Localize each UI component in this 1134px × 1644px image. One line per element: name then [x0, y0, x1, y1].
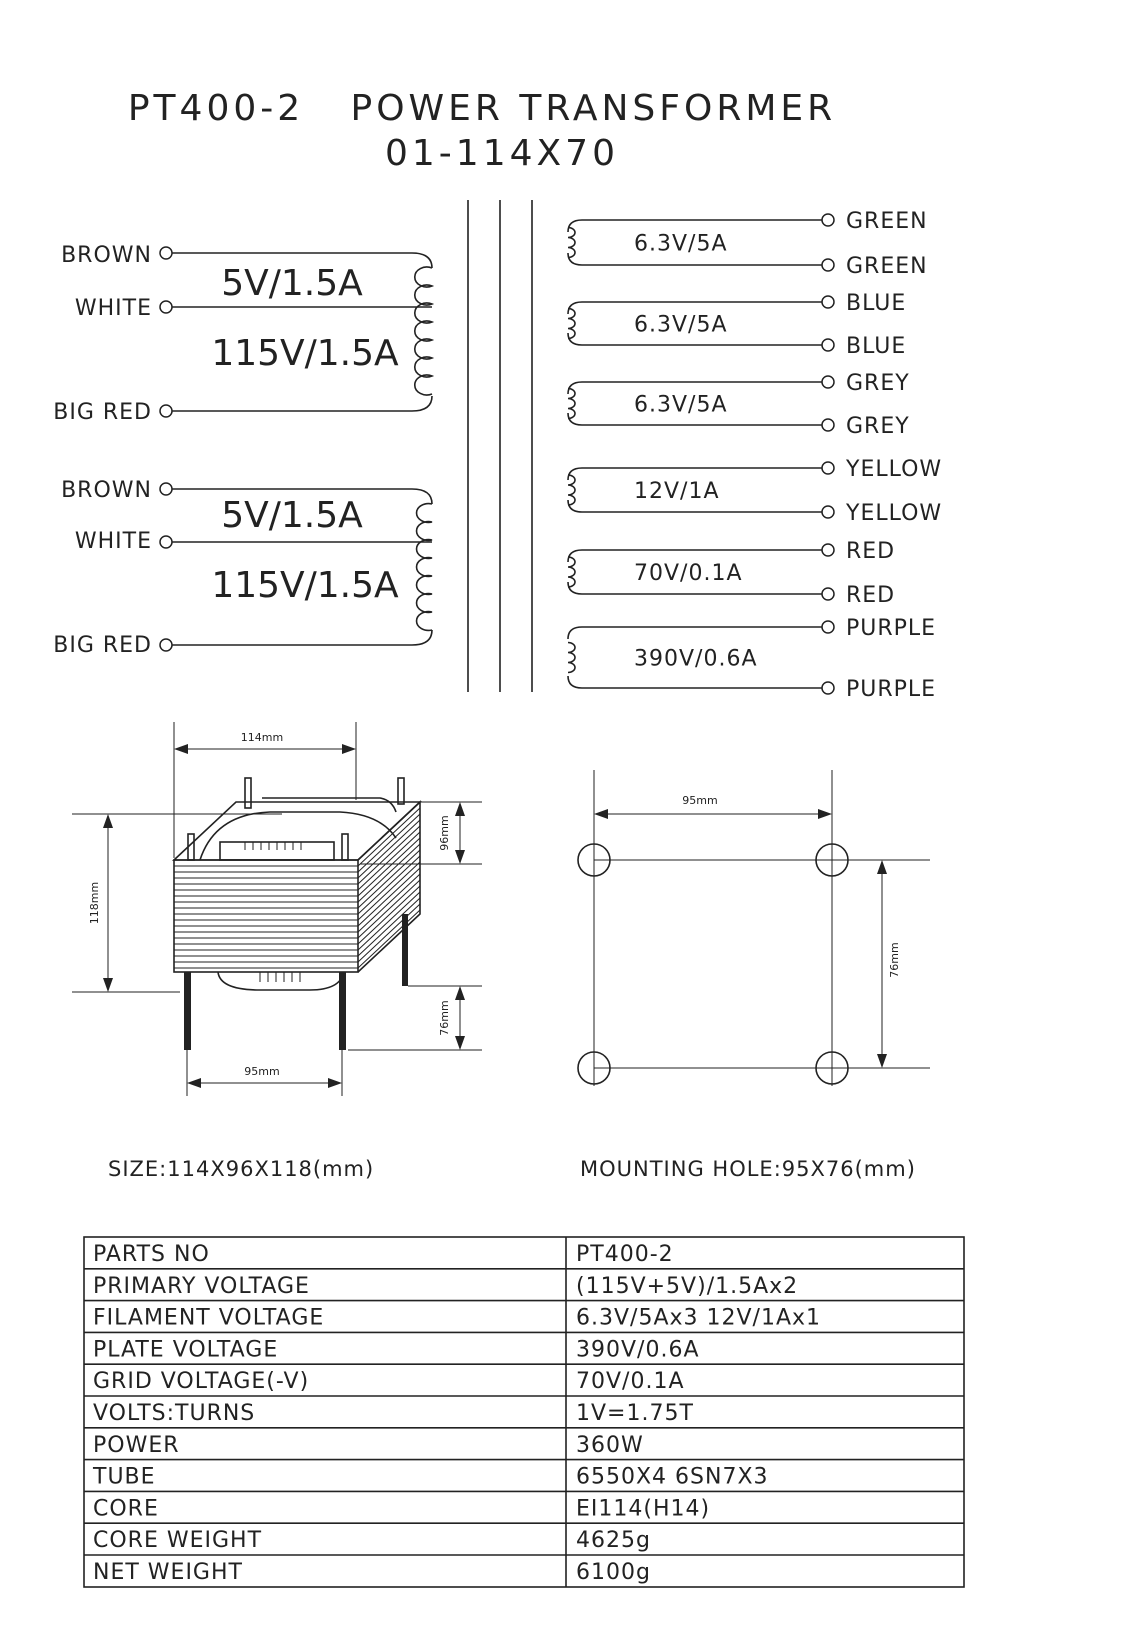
wire-label: BLUE [846, 291, 907, 316]
terminal-icon [160, 405, 172, 417]
wire-label: YELLOW [846, 457, 943, 482]
coil-icon [568, 475, 575, 505]
wire-label: RED [846, 583, 896, 608]
coil-icon [415, 267, 432, 395]
spec-value: 6550X4 6SN7X3 [576, 1464, 769, 1490]
coil-icon [568, 643, 575, 673]
dim-pin-spacing: 95mm [244, 1065, 280, 1078]
wire-label-white: WHITE [74, 529, 152, 554]
spec-label: NET WEIGHT [93, 1560, 243, 1585]
mounting-hole-view [578, 770, 930, 1086]
wire-label-white: WHITE [74, 296, 152, 321]
secondary-windings [568, 209, 942, 702]
rating-5v: 5V/1.5A [221, 263, 363, 304]
coil-icon [568, 309, 575, 339]
dim-height: 118mm [88, 881, 101, 925]
spec-table [84, 1237, 964, 1587]
rating-115v: 115V/1.5A [211, 565, 399, 606]
page-subtitle: 01-114X70 [385, 133, 619, 174]
terminal-icon [822, 376, 834, 388]
terminal-icon [822, 214, 834, 226]
primary-winding-2 [53, 478, 432, 658]
wire-label: RED [846, 539, 896, 564]
wire-label: GREY [846, 414, 910, 439]
spec-value: 70V/0.1A [576, 1369, 685, 1395]
wire-label-big-red: BIG RED [53, 400, 152, 425]
spec-label: PLATE VOLTAGE [93, 1337, 279, 1363]
terminal-icon [822, 339, 834, 351]
wire-label-brown: BROWN [61, 478, 152, 503]
wire-label-brown: BROWN [61, 243, 152, 268]
terminal-icon [822, 506, 834, 518]
terminal-icon [822, 296, 834, 308]
spec-value: EI114(H14) [576, 1496, 711, 1522]
spec-value: 360W [576, 1432, 644, 1458]
primary-winding-1 [53, 243, 432, 425]
spec-label: PARTS NO [93, 1242, 210, 1267]
coil-icon [568, 228, 575, 258]
terminal-icon [160, 483, 172, 495]
spec-value: 6100g [576, 1560, 651, 1585]
secondary-rating: 12V/1A [634, 479, 720, 504]
spec-label: CORE WEIGHT [93, 1528, 263, 1554]
terminal-icon [822, 259, 834, 271]
terminal-icon [160, 536, 172, 548]
wire-label: YELLOW [846, 501, 943, 526]
spec-label: VOLTS:TURNS [93, 1401, 256, 1426]
terminal-icon [822, 588, 834, 600]
secondary-rating: 6.3V/5A [634, 312, 728, 338]
wire-label: PURPLE [846, 677, 937, 702]
terminal-icon [822, 544, 834, 556]
rating-5v: 5V/1.5A [221, 495, 363, 536]
dim-depth: 96mm [438, 815, 451, 851]
wire-label: PURPLE [846, 616, 937, 641]
spec-label: CORE [93, 1496, 159, 1522]
coil-icon [417, 504, 432, 631]
dim-hole-y: 76mm [888, 942, 901, 978]
wire-label: GREEN [846, 209, 928, 234]
dim-pin-depth: 76mm [438, 1000, 451, 1036]
dim-hole-x: 95mm [682, 794, 718, 807]
spec-label: POWER [93, 1432, 180, 1458]
size-caption: SIZE:114X96X118(mm) [108, 1157, 375, 1181]
wire-label: BLUE [846, 334, 907, 359]
secondary-rating: 6.3V/5A [634, 231, 728, 257]
terminal-icon [822, 419, 834, 431]
mounting-caption: MOUNTING HOLE:95X76(mm) [580, 1157, 916, 1181]
terminal-icon [160, 247, 172, 259]
spec-value: 1V=1.75T [576, 1401, 694, 1426]
wire-label: GREY [846, 371, 910, 396]
dim-width: 114mm [240, 731, 284, 744]
transformer-side-view [174, 778, 420, 1050]
terminal-icon [160, 639, 172, 651]
coil-icon [568, 389, 575, 419]
spec-label: PRIMARY VOLTAGE [93, 1273, 310, 1299]
secondary-rating: 6.3V/5A [634, 392, 728, 418]
spec-value: 4625g [576, 1528, 651, 1554]
secondary-rating: 70V/0.1A [634, 561, 743, 586]
spec-label: FILAMENT VOLTAGE [93, 1305, 325, 1331]
terminal-icon [160, 301, 172, 313]
wire-label-big-red: BIG RED [53, 633, 152, 658]
rating-115v: 115V/1.5A [211, 333, 399, 374]
terminal-icon [822, 462, 834, 474]
core-lines [468, 200, 532, 692]
spec-value: (115V+5V)/1.5Ax2 [576, 1273, 799, 1299]
spec-value: 390V/0.6A [576, 1337, 700, 1363]
coil-icon [568, 557, 575, 587]
terminal-icon [822, 682, 834, 694]
spec-label: TUBE [93, 1464, 156, 1490]
secondary-rating: 390V/0.6A [634, 646, 758, 672]
terminal-icon [822, 621, 834, 633]
spec-value: PT400-2 [576, 1242, 674, 1267]
page-title: PT400-2 POWER TRANSFORMER [127, 88, 837, 129]
spec-label: GRID VOLTAGE(-V) [93, 1369, 310, 1395]
spec-value: 6.3V/5Ax3 12V/1Ax1 [576, 1305, 822, 1331]
wire-label: GREEN [846, 254, 928, 279]
